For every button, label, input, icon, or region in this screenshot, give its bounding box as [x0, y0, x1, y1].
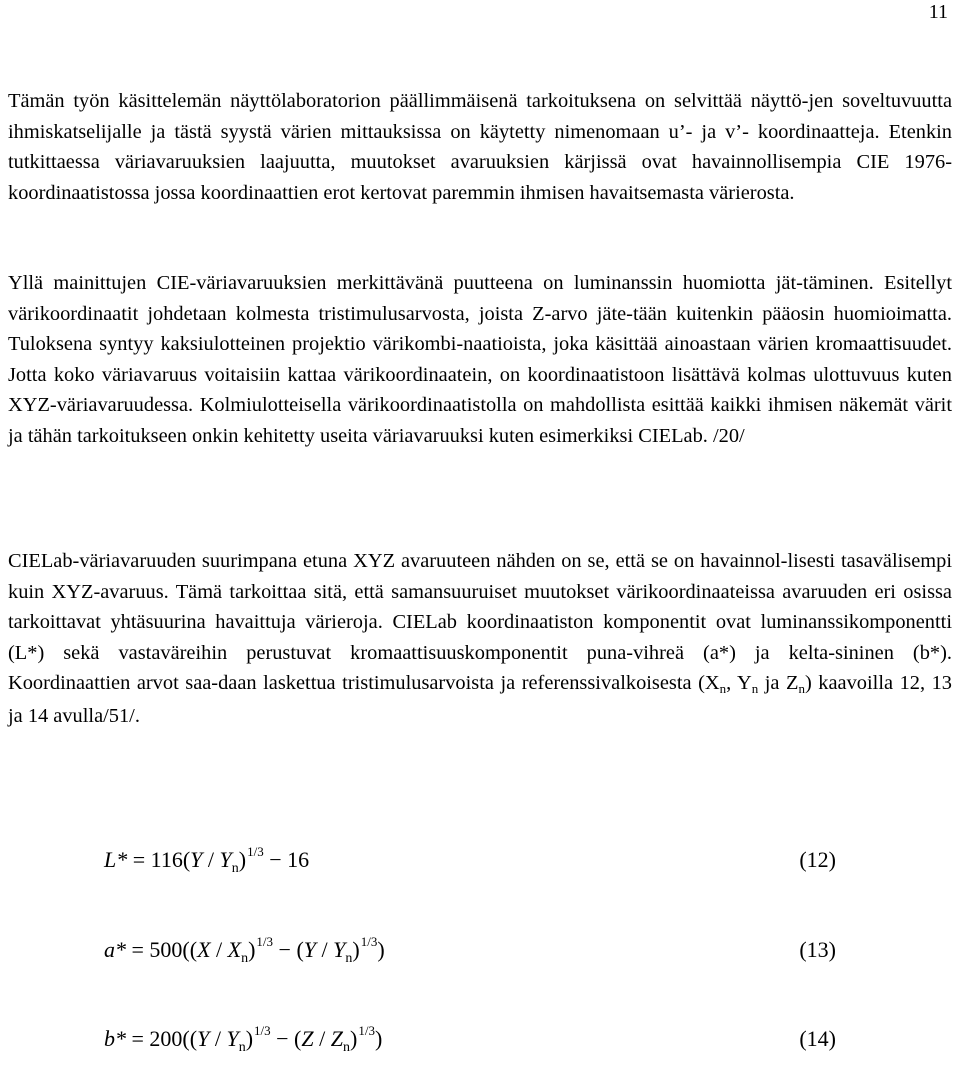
eq-var: Z: [301, 1026, 314, 1051]
eq-term: /: [313, 1026, 331, 1051]
subscript-n: n: [751, 681, 759, 696]
eq-subscript: n: [345, 951, 353, 966]
eq-lhs: b*: [104, 1026, 126, 1051]
eq-term: /: [202, 847, 220, 872]
eq-subscript: n: [343, 1040, 350, 1055]
eq-exponent: 1/3: [247, 844, 264, 859]
eq-lhs: L*: [104, 847, 128, 872]
eq-term: ): [350, 1026, 358, 1051]
paragraph-cielab-text: ) kaavoilla 12, 13 ja 14 avulla/51/.: [8, 672, 952, 727]
eq-subscript: n: [231, 861, 239, 876]
eq-term: /: [316, 937, 334, 962]
subscript-n: n: [719, 681, 727, 696]
eq-var: Z: [330, 1026, 343, 1051]
equation-14: [0, 1017, 960, 1061]
eq-term: /: [210, 937, 228, 962]
paragraph-cielab-text: , Y: [726, 672, 752, 694]
eq-exponent: 1/3: [360, 934, 378, 949]
equation-12-formula: [104, 838, 309, 886]
eq-term: ): [352, 937, 360, 962]
equation-14-formula: [104, 1017, 382, 1065]
eq-term: − (: [273, 937, 304, 962]
eq-var: Y: [190, 847, 203, 872]
eq-term: ): [238, 847, 247, 872]
eq-term: − 16: [263, 847, 310, 872]
paragraph-intro: Tämän työn käsittelemän näyttölaboratorion päällimmäisenä tarkoituksena on selvittää näyttö-jen soveltuvuutta ihmiskatselijalle ja tästä syystä värien mittauksissa on käytetty nimenomaan u’- ja v’- koordinaatteja. Etenkin tutkittaessa väriavaruuksien laajuutta, muutokset avaruuksien kärjissä ovat havainnollisempia CIE 1976-koordinaatistossa jossa koordinaattien erot kertovat paremmin ihmisen havaitsemasta värierosta.: [8, 90, 952, 204]
equation-13: [0, 928, 960, 972]
paragraph-cielab-text: CIELab-väriavaruuden suurimpana etuna XYZ avaruuteen nähden on se, että se on havainnol-lisesti tasavälisempi kuin XYZ-avaruus. Tämä tarkoittaa sitä, että samansuuruiset muutokset värikoordinaateissa avaruuden eri osissa tarkoittavat yhtäsuurina havaittuja värieroja. CIELab koordinaatiston komponentit ovat luminanssikomponentti (L*) sekä vastaväreihin perustuvat kromaattisuuskomponentit puna-vihreä (a*) ja kelta-sininen (b*). Koordinaattien arvot saa-daan laskettua tristimulusarvoista ja referenssivalkoisesta (X: [8, 550, 952, 694]
eq-term: = 116(: [127, 847, 191, 872]
paragraph-cielab-text: ja Z: [758, 672, 799, 694]
eq-var: Y: [303, 937, 317, 962]
equation-14-number: (14): [799, 1026, 836, 1051]
page-number: 11: [928, 1, 948, 23]
eq-term: ): [377, 937, 385, 962]
eq-var: X: [197, 937, 211, 962]
eq-term: = 500((: [126, 937, 198, 962]
eq-var: Y: [197, 1026, 210, 1051]
equation-12: [0, 838, 960, 882]
eq-term: − (: [270, 1026, 302, 1051]
eq-term: ): [245, 1026, 254, 1051]
eq-exponent: 1/3: [358, 1023, 375, 1038]
eq-subscript: n: [238, 1040, 246, 1055]
subscript-n: n: [798, 681, 805, 696]
eq-term: ): [248, 937, 256, 962]
eq-term: = 200((: [126, 1026, 198, 1051]
eq-var: X: [227, 937, 242, 962]
paragraph-cie-limitations: Yllä mainittujen CIE-väriavaruuksien merkittävänä puutteena on luminanssin huomiotta jät-täminen. Esitellyt värikoordinaatit johdetaan kolmesta tristimulusarvosta, joista Z-arvo jäte-tään kuitenkin pääosin huomioimatta. Tuloksena syntyy kaksiulotteinen projektio värikombi-naatioista, joka käsittää ainoastaan värien kromaattisuudet. Jotta koko väriavaruus voitaisiin kattaa värikoordinaatein, on koordinaatistoon lisättävä kolmas ulottuvuus kuten XYZ-väriavaruudessa. Kolmiulotteisella värikoordinaatistolla on mahdollista esittää kaikki ihmisen näkemät värit ja tähän tarkoitukseen onkin kehitetty useita väriavaruuksi kuten esimerkiksi CIELab. /20/: [8, 272, 952, 447]
equation-13-formula: [104, 928, 385, 976]
paragraph-cielab: [8, 546, 952, 731]
eq-subscript: n: [241, 951, 249, 966]
equation-12-number: (12): [799, 847, 836, 872]
eq-exponent: 1/3: [254, 1023, 271, 1038]
equation-13-number: (13): [799, 937, 836, 962]
eq-exponent: 1/3: [256, 934, 274, 949]
eq-lhs: a*: [104, 937, 126, 962]
eq-var: Y: [226, 1026, 239, 1051]
eq-var: Y: [333, 937, 346, 962]
eq-var: Y: [219, 847, 232, 872]
eq-term: /: [209, 1026, 227, 1051]
eq-term: ): [374, 1026, 383, 1051]
